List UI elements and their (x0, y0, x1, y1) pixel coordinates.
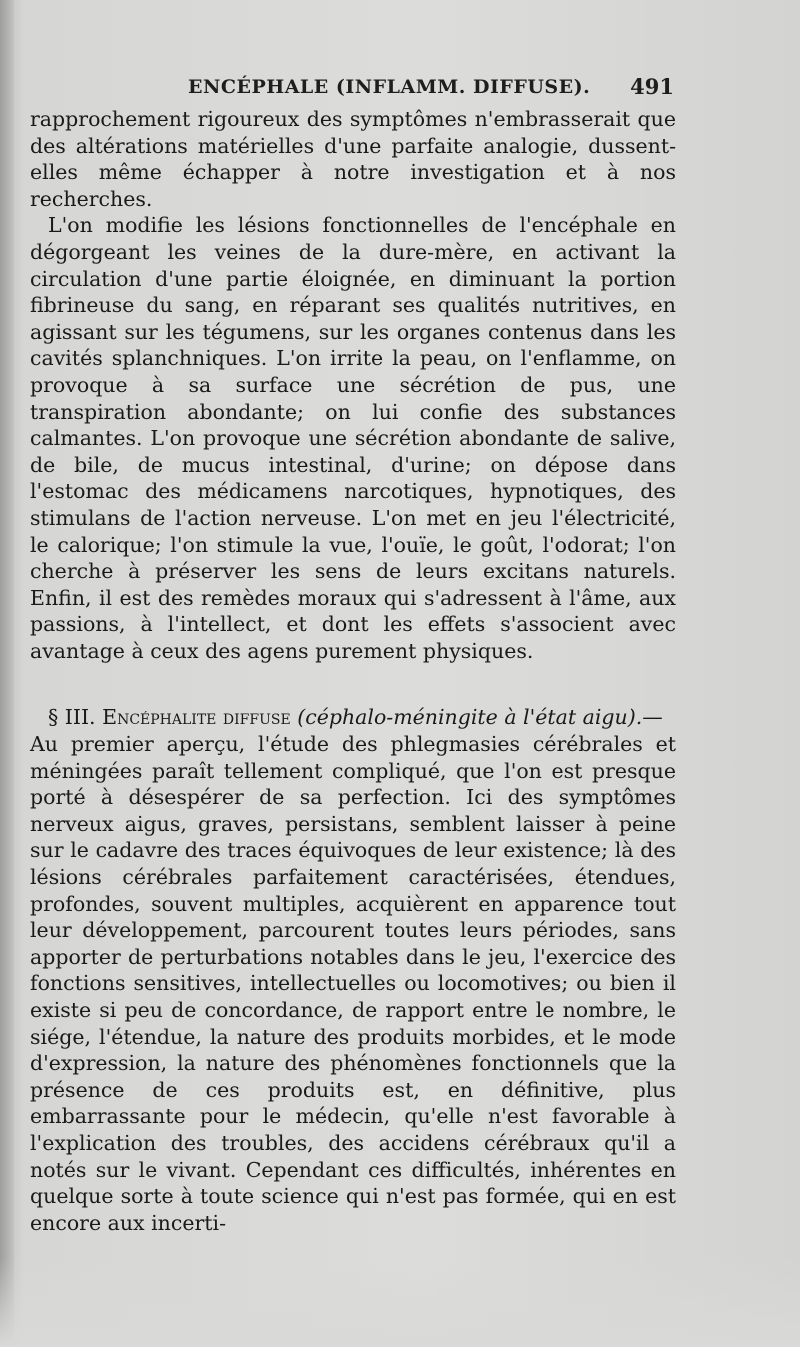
page-number: 491 (630, 74, 674, 99)
paragraph-3: Au premier aperçu, l'étude des phlegmasies cérébrales et méningées paraît tellement compliqué, que l'on est presque porté à désespérer de sa perfection. Ici des symptômes nerveux aigus, graves, persistans, semblent laisser à peine sur le cadavre des traces équivoques de leur existence; là des lésions cérébrales parfaitement caractérisées, étendues, profondes, souvent multiples, acquièrent en apparence tout leur développement, parcourent toutes leurs périodes, sans apporter de perturbations notables dans le jeu, l'exercice des fonctions sensitives, intellectuelles ou locomotives; ou bien il existe si peu de concordance, de rapport entre le nombre, le siége, l'étendue, la nature des produits morbides, et le mode d'expression, la nature des phénomènes fonctionnels que la présence de ces produits est, en définitive, plus embarrassante pour le médecin, qu'elle n'est favorable à l'explication des troubles, des accidens cérébraux qu'il a notés sur le vivant. Cependant ces difficultés, inhérentes en quelque sorte à toute science qui n'est pas formée, qui en est encore aux incerti- (30, 732, 676, 1235)
section-gap (30, 664, 676, 704)
page-gutter (0, 0, 14, 1347)
page-bottom-fade (0, 1257, 800, 1347)
section-title: Encéphalite diffuse (102, 705, 291, 730)
body-text (30, 106, 676, 1236)
running-head (0, 72, 800, 106)
paragraph-1: rapprochement rigoureux des symptômes n'embrasserait que des altérations matérielles d'une parfaite analogie, dussent-elles même échapper à notre investigation et à nos recherches. (30, 107, 676, 211)
section-subtitle: (céphalo-méningite à l'état aigu). (297, 705, 643, 730)
section-dash: — (642, 705, 663, 730)
running-head-title: ENCÉPHALE (INFLAMM. DIFFUSE). (188, 76, 591, 98)
paragraph-2: L'on modifie les lésions fonctionnelles de l'encéphale en dégorgeant les veines de la dure-mère, en activant la circulation d'une partie éloignée, en diminuant la portion fibrineuse du sang, en réparant ses qualités nutritives, en agissant sur les tégumens, sur les organes contenus dans les cavités splanchniques. L'on irrite la peau, on l'enflamme, on provoque à sa surface une sécrétion de pus, une transpiration abondante; on lui confie des substances calmantes. L'on provoque une sécrétion abondante de salive, de bile, de mucus intestinal, d'urine; on dépose dans l'estomac des médicamens narcotiques, hypnotiques, des stimulans de l'action nerveuse. L'on met en jeu l'électricité, le calorique; l'on stimule la vue, l'ouïe, le goût, l'odorat; l'on cherche à préserver les sens de leurs excitans naturels. Enfin, il est des remèdes moraux qui s'adressent à l'âme, aux passions, à l'intellect, et dont les effets s'associent avec avantage à ceux des agens purement physiques. (30, 213, 676, 663)
section-number: § III. (48, 705, 96, 730)
section-heading (30, 704, 676, 731)
